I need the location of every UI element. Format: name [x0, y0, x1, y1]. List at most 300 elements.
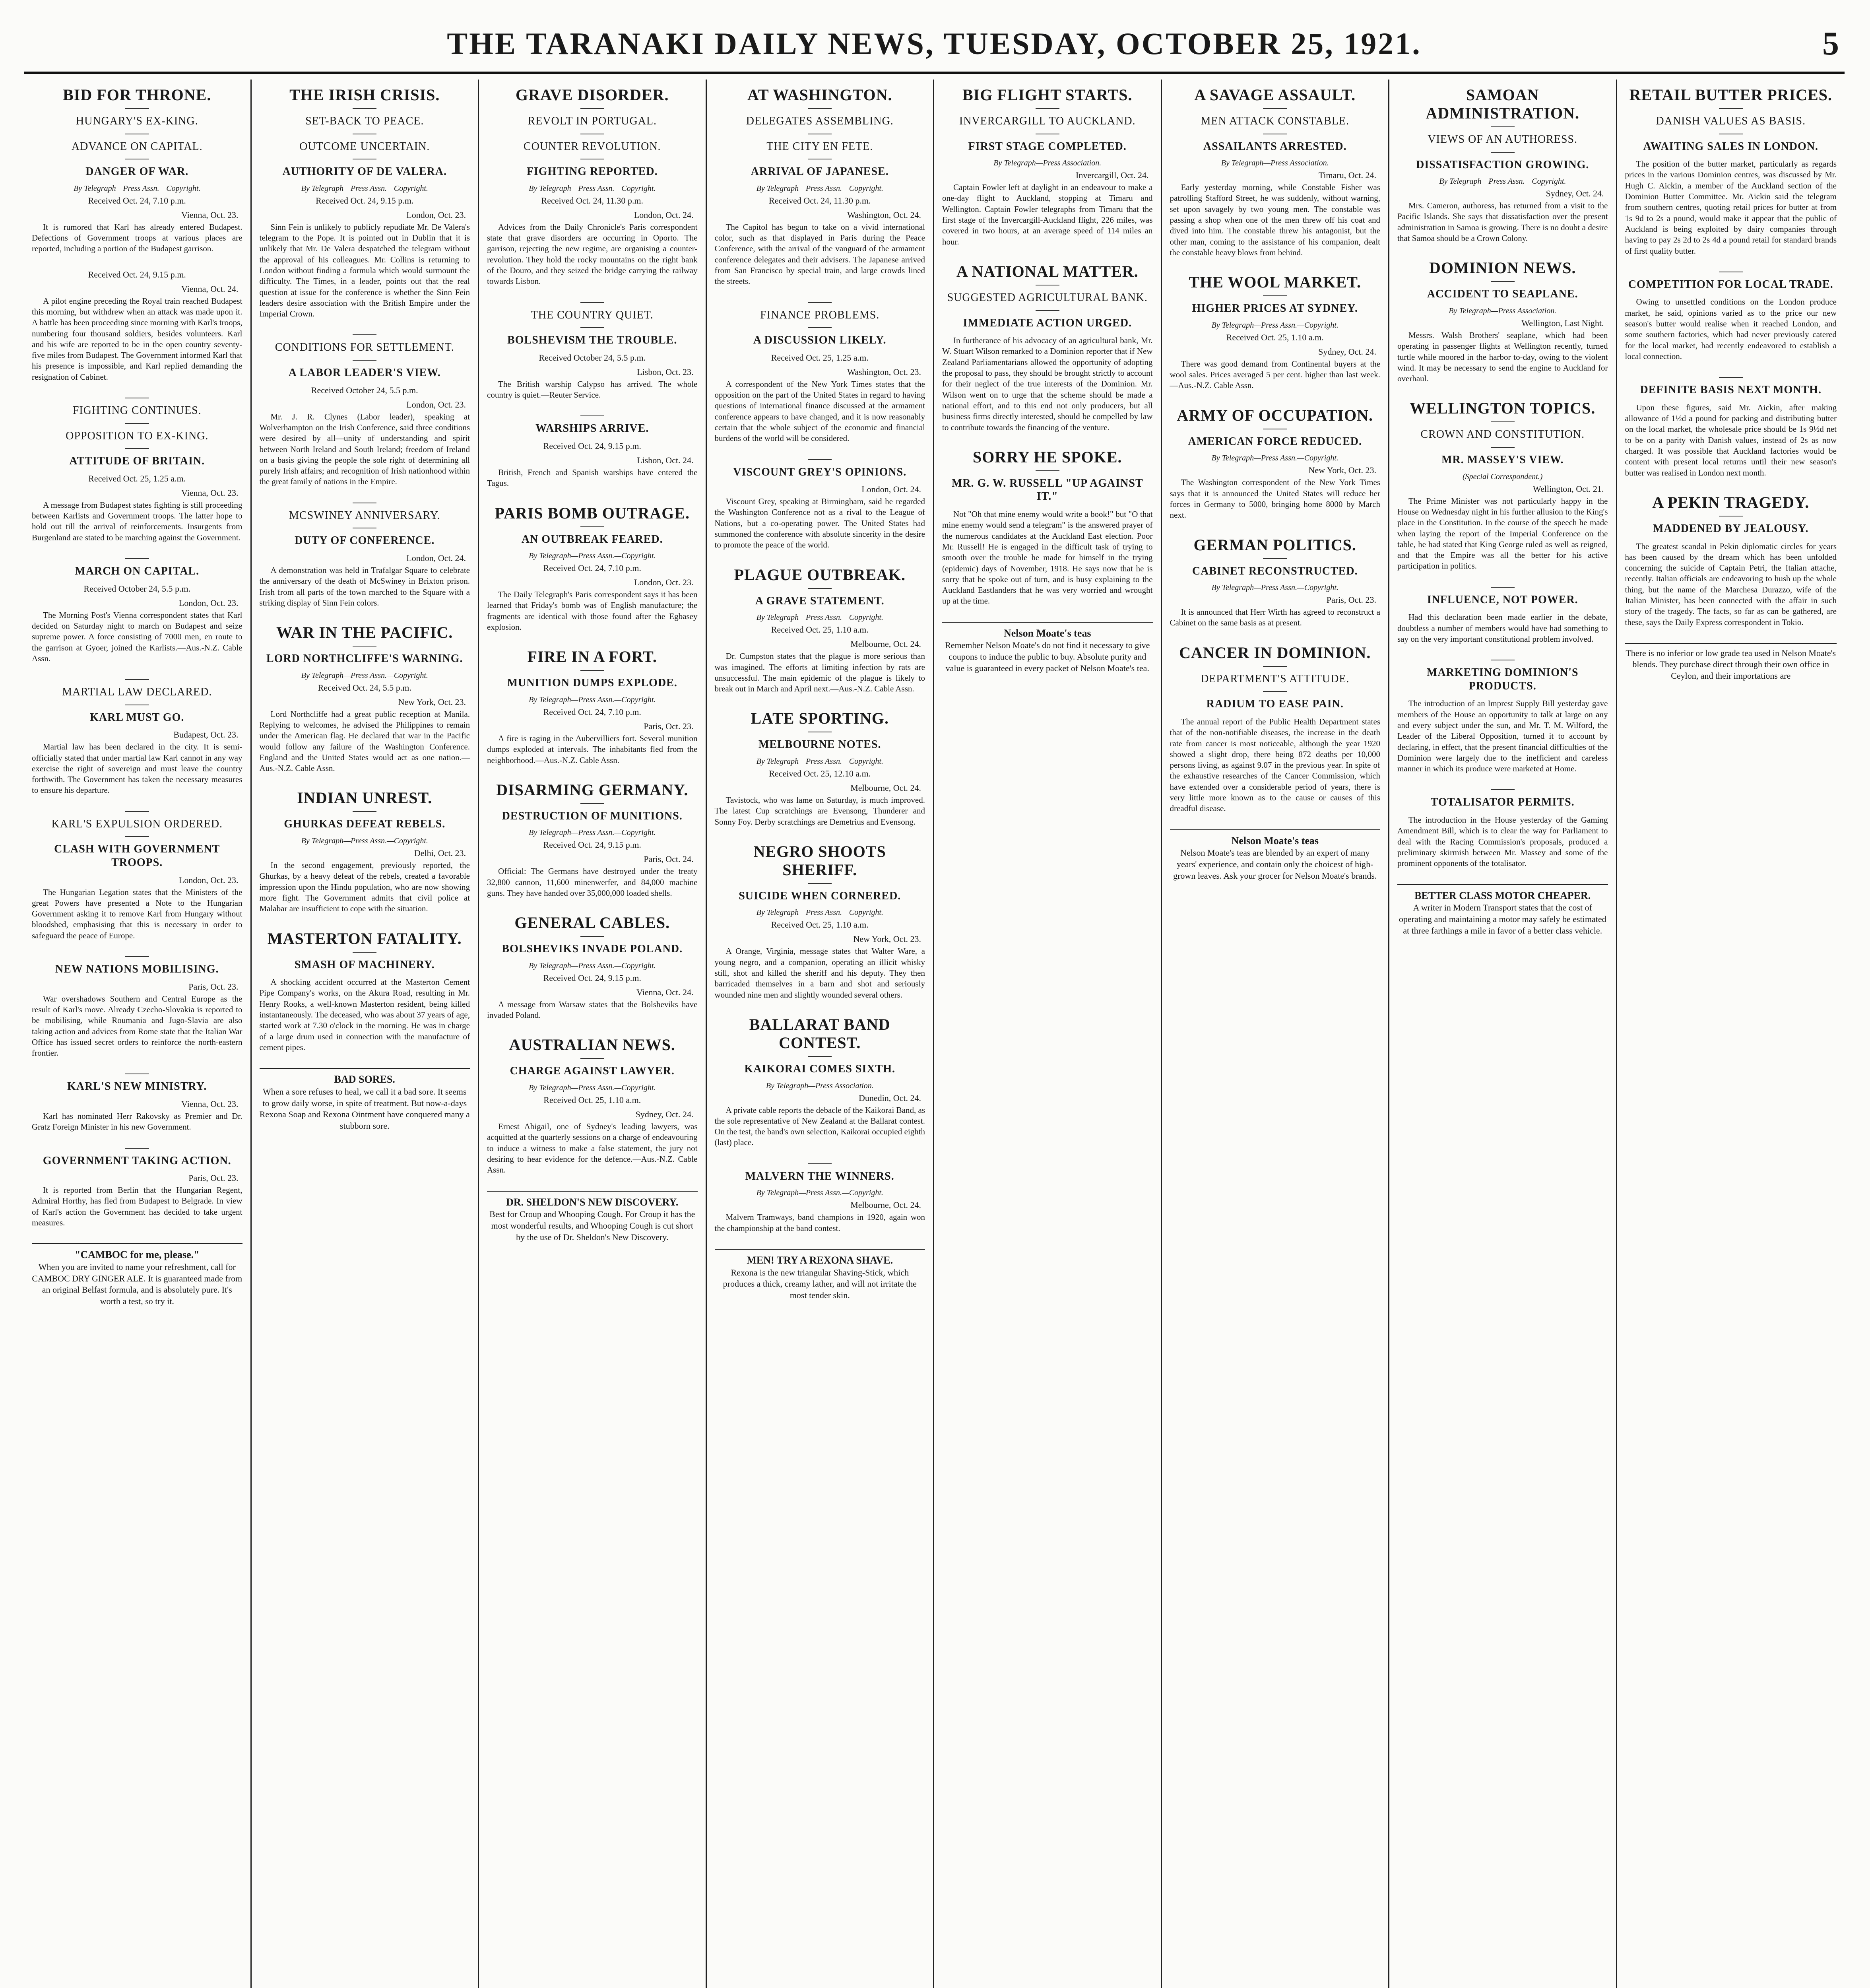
- article-byline: By Telegraph—Press Assn.—Copyright.: [756, 908, 883, 917]
- article-body: Upon these figures, said Mr. Aickin, after making allowance of 1½d a pound for packing and distributing butter on the local market, the wholesale price should be 1s 9½d net to be on a parity with Danish values, instead of 2s as now charged. It was possible that Auckland factories would be content with present local returns until their new season's butter was realised in London next month.: [1625, 402, 1837, 478]
- article-headline: RETAIL BUTTER PRICES.: [1629, 86, 1832, 104]
- article-body: Dr. Cumpston states that the plague is more serious than was imagined. The efforts at limiting infection by rats are unsuccessful. The main epidemic of the plague is likely to break out in March and April next.—Aus.-N.Z. Cable Assn.: [714, 651, 925, 694]
- article: [1625, 86, 1837, 256]
- article-subheading: CONDITIONS FOR SETTLEMENT.: [275, 341, 454, 354]
- article-subheading: KARL'S EXPULSION ORDERED.: [51, 817, 223, 830]
- article-headline: DOMINION NEWS.: [1429, 259, 1576, 277]
- article: [1170, 536, 1381, 629]
- received-time: Received Oct. 24, 5.5 p.m.: [318, 682, 411, 693]
- article-subheading: MUNITION DUMPS EXPLODE.: [507, 677, 677, 689]
- divider: [125, 1148, 149, 1149]
- article-subheading: MADDENED BY JEALOUSY.: [1653, 522, 1809, 535]
- article-body: Mrs. Cameron, authoress, has returned from a visit to the Pacific Islands. She says that dissatisfaction over the present administration in Samoa is growing. There is no doubt a desire that Samoa should be a Crown Colony.: [1397, 201, 1608, 243]
- divider: [1036, 470, 1059, 471]
- article-subheading: RADIUM TO EASE PAIN.: [1206, 698, 1344, 711]
- divider: [1491, 126, 1515, 127]
- article-body: A correspondent of the New York Times states that the opposition on the part of the United States in regard to having questions of international finance discussed at the armament conference appears to have changed, and it is now reasonably certain that the whole subject of the economic and financial burdens of the world will be considered.: [714, 379, 925, 443]
- article-subheading: ASSAILANTS ARRESTED.: [1203, 140, 1347, 153]
- received-time: Received Oct. 24, 9.15 p.m.: [543, 973, 641, 983]
- article-subheading: SET-BACK TO PEACE.: [305, 115, 424, 127]
- article: [487, 648, 698, 765]
- divider: [808, 302, 832, 303]
- article-body: Mr. J. R. Clynes (Labor leader), speaking at Wolverhampton on the Irish Conference, said three conditions were desired by all—unity of understanding and spirit between North Ireland and South Ireland; freedom of Ireland on a basis giving the people the sole right of determining all purely Irish affairs; and recognition of Irish nationhood within the great family of nations in the Empire.: [259, 412, 470, 487]
- article: [1170, 273, 1381, 391]
- divider: [125, 836, 149, 837]
- article-subheading: A LABOR LEADER'S VIEW.: [288, 367, 441, 379]
- article: [487, 504, 698, 633]
- divider: [125, 558, 149, 559]
- columns: [24, 80, 1845, 1988]
- article-subheading: BOLSHEVIKS INVADE POLAND.: [502, 943, 683, 955]
- article: [260, 930, 470, 1053]
- article-body: A Orange, Virginia, message states that Walter Ware, a young negro, and a companion, operating an illicit whisky still, shot and killed the sheriff and his deputy. They then barricaded themselves in a barn and shot and seriously wounded nine men and slightly wounded several others.: [714, 946, 925, 1000]
- article: [942, 262, 1153, 433]
- article: [942, 86, 1153, 247]
- article-body: The Washington correspondent of the New York Times says that it is announced the United States will reduce her forces in Germany to 5000, bringing home 8000 by March next.: [1170, 478, 1380, 520]
- masthead-rule: [24, 72, 1845, 76]
- article: [32, 1074, 242, 1132]
- article: [715, 1015, 925, 1148]
- article-body: The British warship Calypso has arrived. The whole country is quiet.—Reuter Service.: [487, 379, 698, 400]
- article-body: Not "Oh that mine enemy would write a book!" but "O that mine enemy would send a telegram" is the answered prayer of the numerous candidates at the Auckland East election. Poor Mr. Russell! He is engaged in the difficult task of trying to smooth over the trouble he made for himself in the trying (epidemic) days of November, 1918. He says now that he is sorry that he spoke out of turn, and is busy explaining to the Auckland Eastlanders that he was very worried and wrought up at the time.: [942, 509, 1153, 606]
- article-body: Early yesterday morning, while Constable Fisher was patrolling Stafford Street, he was suddenly, without warning, set upon savagely by two young men. The constable was passing a shop when one of the men threw off his coat and dived into him. The constable threw his antagonist, but the other man, coming to the assistance of his companion, dealt the constable heavy blows from behind.: [1170, 182, 1380, 257]
- article: [260, 334, 470, 487]
- received-time: Received October 24, 5.5 p.m.: [311, 385, 418, 395]
- received-time: Received Oct. 24, 7.10 p.m.: [543, 707, 641, 717]
- article-headline: ARMY OF OCCUPATION.: [1177, 406, 1373, 424]
- article-subheading: DESTRUCTION OF MUNITIONS.: [502, 810, 683, 822]
- article-subheading: BOLSHEVISM THE TROUBLE.: [507, 334, 677, 347]
- article-subheading: MARKETING DOMINION'S PRODUCTS.: [1426, 666, 1579, 692]
- divider: [808, 588, 832, 589]
- advertisement-text: There is no inferior or low grade tea used in Nelson Moate's blends. They purchase direct through their own office in Ceylon, and their importations are: [1626, 648, 1836, 681]
- divider: [580, 327, 604, 328]
- article-dateline: New York, Oct. 23.: [398, 697, 466, 707]
- article-body: It is reported from Berlin that the Hungarian Regent, Admiral Horthy, has fled from Budapest to Belgrade. In view of Karl's action the Government has decided to take urgent measures.: [32, 1185, 242, 1228]
- article: [487, 86, 698, 287]
- divider: [808, 1056, 832, 1057]
- article-subheading: MELBOURNE NOTES.: [758, 738, 881, 751]
- divider: [808, 459, 832, 460]
- article-subheading: SUICIDE WHEN CORNERED.: [739, 889, 901, 902]
- article-subheading: KAIKORAI COMES SIXTH.: [744, 1062, 896, 1075]
- article-body: Captain Fowler left at daylight in an endeavour to make a one-day flight to Auckland, stopping at Timaru and Wellington. Captain Fowler telegraphs from Timaru that the first stage of the Invercargill-Auckland flight, 226 miles, was covered in two hours, at an average speed of 114 miles an hour.: [942, 182, 1153, 247]
- article-dateline: London, Oct. 24.: [861, 484, 921, 495]
- article-subheading: KARL'S NEW MINISTRY.: [67, 1080, 207, 1093]
- article-dateline: Vienna, Oct. 24.: [636, 987, 694, 997]
- article: [1397, 86, 1608, 244]
- advertisement-title: MEN! TRY A REXONA SHAVE.: [747, 1254, 893, 1266]
- article: [32, 558, 242, 664]
- article-body: Tavistock, who was lame on Saturday, is much improved. The latest Cup scratchings are Evensong, Thunderer and Sonny Foy. Derby scratchings are Demetrius and Evensong.: [714, 795, 925, 827]
- divider: [580, 670, 604, 671]
- article-byline: By Telegraph—Press Assn.—Copyright.: [756, 757, 883, 766]
- article: [1625, 377, 1837, 478]
- article-dateline: London, Oct. 23.: [406, 210, 466, 220]
- article-dateline: Lisbon, Oct. 23.: [637, 367, 694, 377]
- article-body: A pilot engine preceding the Royal train reached Budapest this morning, but withdrew when an attack was made upon it. A battle has been proceeding since morning with Karl's troops, numbering four thousand soldiers, besides volunteers. Karl and his wife are reported to be in the open country seventy-five miles from Budapest. The Government informed Karl that his presence is impossible, and Karl replied demanding the resignation of Cabinet.: [32, 296, 242, 382]
- article-subheading: DISSATISFACTION GROWING.: [1416, 158, 1589, 171]
- divider: [1491, 281, 1515, 282]
- divider: [353, 360, 376, 361]
- received-time: Received Oct. 25, 1.25 a.m.: [88, 473, 186, 483]
- article: [487, 415, 698, 489]
- advertisement-text: Best for Croup and Whooping Cough. For Croup it has the most wonderful results, and Whooping Cough is cut short by the use of Dr. Sheldon's New Discovery.: [489, 1209, 695, 1242]
- article-headline: MASTERTON FATALITY.: [267, 929, 462, 947]
- divider: [580, 108, 604, 109]
- divider: [1263, 691, 1287, 692]
- article-byline: By Telegraph—Press Assn.—Copyright.: [74, 184, 201, 193]
- advertisement: [1170, 829, 1381, 882]
- article-subheading: CLASH WITH GOVERNMENT TROOPS.: [54, 843, 220, 869]
- article: [260, 503, 470, 608]
- article-body: A message from Budapest states fighting is still proceeding between Karlists and Government troops. The latter hope to hold out till the arrival of reinforcements. Insurgents from Burgenland are stated to be marching against the Government.: [32, 500, 242, 542]
- article-body: The Morning Post's Vienna correspondent states that Karl decided on Saturday night to march on Budapest and seize supreme power. A force consisting of 7000 men, en route to the garrison at Gyoer, joined the Karlists.—Aus.-N.Z. Cable Assn.: [32, 610, 242, 663]
- article-byline: By Telegraph—Press Association.: [1221, 159, 1329, 168]
- divider: [1491, 789, 1515, 790]
- article-subheading: FIGHTING REPORTED.: [526, 165, 658, 178]
- advertisement-text: Nelson Moate's teas are blended by an expert of many years' experience, and contain only the choicest of high-grown leaves. Ask your grocer for Nelson Moate's brands.: [1173, 848, 1377, 881]
- advertisement-title: Nelson Moate's teas: [1231, 835, 1319, 846]
- received-time: Received Oct. 25, 1.10 a.m.: [771, 920, 869, 930]
- article-dateline: London, Oct. 24.: [634, 210, 694, 220]
- article-headline: SORRY HE SPOKE.: [972, 448, 1122, 466]
- article-body: A private cable reports the debacle of the Kaikorai Band, as the sole representative of New Zealand at the Ballarat contest. On the test, the band's own selection, Kaikorai occupied eighth (last) place.: [714, 1105, 925, 1147]
- article-body: In the second engagement, previously reported, the Ghurkas, by a heavy defeat of the rebels, created a favorable impression upon the Hindu population, who are now showing more fight. The Government admits that civil police at Malabar are insufficient to cope with the situation.: [259, 860, 470, 914]
- article-headline: THE IRISH CRISIS.: [289, 86, 440, 104]
- article-subheading: VIEWS OF AN AUTHORESS.: [1428, 133, 1578, 146]
- article: [32, 86, 242, 254]
- article-dateline: Paris, Oct. 23.: [644, 721, 694, 731]
- article-dateline: Sydney, Oct. 24.: [1546, 188, 1604, 199]
- article: [487, 781, 698, 899]
- column-4: [707, 80, 935, 1988]
- article: [32, 956, 242, 1058]
- received-time: Received Oct. 25, 1.10 a.m.: [771, 625, 869, 635]
- article-body: The introduction of an Imprest Supply Bill yesterday gave members of the House an opportunity to talk at large on any and every subject under the sun, and Mr. T. M. Wilford, the Leader of the Liberal Opposition, turned it to account by declaring, in effect, that the present financial difficulties of the Dominion were largely due to the inefficient and careless manner in which its produce were marketed at Home.: [1397, 699, 1608, 774]
- article-byline: By Telegraph—Press Assn.—Copyright.: [1211, 583, 1338, 592]
- advertisement: [260, 1068, 470, 1132]
- article-body: It is rumored that Karl has already entered Budapest. Defections of Government troops at various places are reported, including a portion of the Budapest garrison.: [32, 222, 242, 254]
- column-5: [934, 80, 1162, 1988]
- divider: [353, 334, 376, 335]
- article-byline: By Telegraph—Press Association.: [993, 159, 1102, 168]
- article-byline: By Telegraph—Press Assn.—Copyright.: [756, 613, 883, 622]
- article-headline: FIRE IN A FORT.: [527, 648, 657, 666]
- article: [942, 448, 1153, 607]
- divider: [1036, 108, 1059, 109]
- article-subheading: SUGGESTED AGRICULTURAL BANK.: [947, 291, 1148, 304]
- article-subheading: A DISCUSSION LIKELY.: [753, 334, 887, 347]
- article-subheading: COMPETITION FOR LOCAL TRADE.: [1628, 278, 1833, 291]
- article-dateline: Washington, Oct. 24.: [847, 210, 921, 220]
- column-7: [1389, 80, 1617, 1988]
- article-subheading: DELEGATES ASSEMBLING.: [746, 115, 894, 127]
- article: [32, 398, 242, 543]
- article: [1397, 399, 1608, 571]
- divider: [1719, 108, 1743, 109]
- article-body: The Prime Minister was not particularly happy in the House on Wednesday night in his further allusion to the King's place in the Constitution. In the course of the speech he made when laying the report of the Imperial Conference on the table, he had stated that King George ruled as well as reigned, and that the Empire was all the better for his active participation in politics.: [1397, 496, 1608, 571]
- article-byline: By Telegraph—Press Assn.—Copyright.: [529, 1083, 656, 1093]
- article-body: The Hungarian Legation states that the Ministers of the great Powers have presented a Note to the Hungarian Government asking it to remove Karl from Hungary without bloodshed, emphasising that this is necessary in order to safeguard the peace of Europe.: [32, 887, 242, 940]
- divider: [125, 956, 149, 957]
- article-body: Advices from the Daily Chronicle's Paris correspondent state that grave disorders are occurring in Oporto. The garrison, rejecting the new regime, are organising a counter-revolution. They hold the rocky mountains on the right bank of the Douro, and they seized the bridge carrying the railway towards Lisbon.: [487, 222, 698, 286]
- article-dateline: Washington, Oct. 23.: [847, 367, 921, 377]
- article: [487, 914, 698, 1021]
- divider: [1036, 310, 1059, 311]
- article: [32, 270, 242, 382]
- article-subheading: A GRAVE STATEMENT.: [755, 594, 885, 607]
- advertisement-text: Remember Nelson Moate's do not find it necessary to give coupons to induce the public to buy. Absolute purity and value is guaranteed in every packet of Nelson Moate's tea.: [945, 640, 1150, 673]
- advertisement-title: BAD SORES.: [334, 1074, 395, 1085]
- article: [1625, 493, 1837, 628]
- advertisement: [942, 622, 1153, 674]
- article: [715, 1163, 925, 1234]
- divider: [125, 108, 149, 109]
- article: [32, 1148, 242, 1229]
- divider: [580, 803, 604, 804]
- article: [1625, 272, 1837, 362]
- received-time: Received Oct. 24, 9.15 p.m.: [316, 195, 414, 206]
- article-dateline: Vienna, Oct. 24.: [181, 283, 239, 294]
- advertisement-text: When you are invited to name your refreshment, call for CAMBOC DRY GINGER ALE. It is guaranteed made from an original Belfast formula, and is absolutely pure. It's worth a test, so try it.: [32, 1262, 242, 1306]
- article-body: Official: The Germans have destroyed under the treaty 32,800 cannon, 11,600 minenwerfer, and 84,000 machine guns. They have handed over 35,000,000 loaded shells.: [487, 866, 698, 898]
- advertisement-title: DR. SHELDON'S NEW DISCOVERY.: [506, 1196, 679, 1208]
- article-subheading: DANGER OF WAR.: [85, 165, 189, 178]
- article-headline: NEGRO SHOOTS SHERIFF.: [753, 842, 886, 879]
- article-headline: GRAVE DISORDER.: [516, 86, 669, 104]
- article-subheading: CROWN AND CONSTITUTION.: [1420, 428, 1585, 441]
- divider: [808, 1163, 832, 1164]
- received-time: Received Oct. 24, 9.15 p.m.: [88, 269, 186, 280]
- advertisement: [715, 1249, 925, 1301]
- divider: [125, 448, 149, 449]
- article-body: The Daily Telegraph's Paris correspondent says it has been learned that Friday's bomb was of English manufacture; the fragments are identical with those found after the Egbasey explosion.: [487, 590, 698, 632]
- divider: [808, 108, 832, 109]
- divider: [580, 936, 604, 937]
- article-body: There was good demand from Continental buyers at the wool sales. Prices averaged 5 per cent. higher than last week.—Aus.-N.Z. Cable Assn.: [1170, 359, 1380, 390]
- article-body: In furtherance of his advocacy of an agricultural bank, Mr. W. Stuart Wilson remarked to a Dominion reporter that if New Zealand Parliamentarians allowed the opportunity of adopting the proposal to pass, they should be brought strictly to account for their neglect of the true interests of the Dominion. Mr. Wilson went on to urge that the scheme should be made a national effort, and to this end not only producers, but all business firms directly interested, should be compelled by law to contribute towards the financing of the venture.: [942, 336, 1153, 432]
- article-subheading: MALVERN THE WINNERS.: [745, 1170, 894, 1182]
- advertisement-text: When a sore refuses to heal, we call it a bad sore. It seems to grow daily worse, in spite of treatment. But now-a-days Rexona Soap and Rexona Ointment have conquered many a stubborn sore.: [259, 1087, 470, 1131]
- article-subheading: MARCH ON CAPITAL.: [75, 565, 200, 578]
- article-dateline: London, Oct. 23.: [178, 598, 239, 608]
- article-body: Viscount Grey, speaking at Birmingham, said he regarded the Washington Conference not as a rival to the League of Nations, but a co-operating power. The United States had summoned the conference with absolute sincerity in the desire to promote the peace of the world.: [714, 497, 925, 550]
- column-2: [252, 80, 479, 1988]
- article-subheading: AN OUTBREAK FEARED.: [521, 533, 663, 546]
- article-subheading: HUNGARY'S EX-KING.: [76, 115, 198, 127]
- divider: [1719, 377, 1743, 378]
- received-time: Received Oct. 24, 7.10 p.m.: [88, 195, 186, 206]
- article-byline: By Telegraph—Press Assn.—Copyright.: [529, 695, 656, 704]
- received-time: Received Oct. 25, 1.10 a.m.: [543, 1095, 641, 1105]
- advertisement: [32, 1243, 242, 1307]
- article-subheading: WARSHIPS ARRIVE.: [535, 422, 649, 435]
- article-dateline: Melbourne, Oct. 24.: [850, 782, 921, 793]
- article-body: The Capitol has begun to take on a vivid international color, such as that displayed in Paris during the Peace Conference, with the arrival of the vanguard of the armament conference delegates and their advisers. The Japanese arrived from San Francisco by special train, and large crowds lined the streets.: [714, 222, 925, 286]
- article-subheading: THE CITY EN FETE.: [766, 140, 873, 153]
- article-body: The position of the butter market, particularly as regards prices in the various Dominion centres, was discussed by Mr. Hugh C. Aickin, a member of the Auckland section of the Dominion Butter Committee. Mr. Aickin said the telegram from southern centres, quoting retail prices for butter at from 1s 9d to 2s a pound, would make it appear that the public of Auckland is being exploited by dairy companies through having to pay 2s 2d to 2s 4d a pound retail for standard brands of first quality butter.: [1625, 159, 1837, 256]
- article: [1397, 789, 1608, 869]
- article-headline: PLAGUE OUTBREAK.: [734, 565, 906, 584]
- article: [487, 302, 698, 401]
- article-byline: By Telegraph—Press Assn.—Copyright.: [1211, 320, 1338, 330]
- newspaper-title: THE TARANAKI DAILY NEWS, TUESDAY, OCTOBER 25, 1921.: [447, 26, 1422, 61]
- article-subheading: DUTY OF CONFERENCE.: [295, 534, 435, 547]
- received-time: Received Oct. 24, 11.30 p.m.: [541, 195, 643, 206]
- article-body: Sinn Fein is unlikely to publicly repudiate Mr. De Valera's telegram to the Pope. It is pointed out in Dublin that it is unlikely that Mr. De Valera despatched the telegram without the approval of his colleagues. Mr. Collins is returning to London without finding a formula which would surmount the difficulty. The Times, in a leader, points out that the real question at issue for the conference is whether the Sinn Fein leaders desire association with the British Empire under the Imperial Crown.: [259, 222, 470, 319]
- article: [715, 709, 925, 827]
- article: [32, 811, 242, 941]
- article-subheading: CABINET RECONSTRUCTED.: [1192, 565, 1358, 577]
- article-dateline: Paris, Oct. 23.: [188, 1173, 239, 1183]
- article-body: The introduction in the House yesterday of the Gaming Amendment Bill, which is to clear the way for Parliament to deal with the Racing Commission's proposals, produced a preliminary skirmish between Mr. Massey and some of the prominent opponents of the totalisator.: [1397, 815, 1608, 868]
- divider: [1263, 558, 1287, 559]
- article-byline: By Telegraph—Press Assn.—Copyright.: [529, 184, 656, 193]
- article-subheading: MR. MASSEY'S VIEW.: [1441, 454, 1564, 466]
- article-headline: BIG FLIGHT STARTS.: [962, 86, 1133, 104]
- article-headline: LATE SPORTING.: [751, 709, 889, 728]
- article-byline: By Telegraph—Press Assn.—Copyright.: [756, 1188, 883, 1198]
- advertisement-title: BETTER CLASS MOTOR CHEAPER.: [1414, 889, 1591, 901]
- article-subheading: IMMEDIATE ACTION URGED.: [963, 316, 1132, 329]
- article-subheading: GHURKAS DEFEAT REBELS.: [284, 818, 446, 831]
- article-dateline: Paris, Oct. 23.: [1326, 595, 1376, 605]
- article-dateline: Vienna, Oct. 23.: [181, 210, 239, 220]
- divider: [1491, 152, 1515, 153]
- article-byline: By Telegraph—Press Assn.—Copyright.: [301, 837, 428, 846]
- received-time: Received Oct. 25, 1.25 a.m.: [771, 352, 869, 363]
- article-dateline: Wellington, Oct. 21.: [1533, 483, 1604, 494]
- article-dateline: London, Oct. 24.: [406, 553, 466, 563]
- article-body: The greatest scandal in Pekin diplomatic circles for years has been caused by the dream which has been unfolded concerning the suicide of Captain Petri, the Italian attache, recently. Italian officials are endeavoring to hush up the whole thing, but the name of the Marchesa Durazzo, wife of the Italian Minister, has been connected with the affair in such story of the tragedy. The facts, so far as can be gathered, are these, says the Daily Express correspondent in Tokio.: [1625, 541, 1837, 627]
- article-dateline: Budapest, Oct. 23.: [173, 730, 239, 740]
- article-subheading: DEPARTMENT'S ATTITUDE.: [1201, 672, 1350, 685]
- article-dateline: New York, Oct. 23.: [1308, 465, 1376, 476]
- article: [1397, 259, 1608, 384]
- article: [1397, 660, 1608, 774]
- article-headline: INDIAN UNREST.: [297, 789, 433, 807]
- received-time: Received October 24, 5.5 p.m.: [83, 583, 191, 594]
- article-headline: BID FOR THRONE.: [63, 86, 211, 104]
- article-byline: By Telegraph—Press Assn.—Copyright.: [1211, 454, 1338, 463]
- column-1: [24, 80, 252, 1988]
- article-body: Messrs. Walsh Brothers' seaplane, which had been operating in passenger flights at Wellington recently, turned turtle while moored in the harbor to-day, owing to the violent wind. It may be necessary to send the engine to Auckland for overhaul.: [1397, 330, 1608, 384]
- article: [260, 789, 470, 914]
- article-dateline: London, Oct. 23.: [178, 875, 239, 885]
- received-time: Received Oct. 25, 12.10 a.m.: [769, 768, 871, 779]
- article-subheading: OUTCOME UNCERTAIN.: [299, 140, 430, 153]
- received-time: Received Oct. 24, 7.10 p.m.: [543, 563, 641, 573]
- article-dateline: Vienna, Oct. 23.: [181, 487, 239, 498]
- article-body: A fire is raging in the Aubervilliers fort. Several munition dumps exploded at intervals. The inhabitants fled from the neighborhood.—Aus.-N.Z. Cable Assn.: [487, 733, 698, 765]
- article-body: Karl has nominated Herr Rakovsky as Premier and Dr. Gratz Foreign Minister in his new Government.: [32, 1111, 242, 1132]
- article-headline: A SAVAGE ASSAULT.: [1194, 86, 1356, 104]
- article-subheading: ATTITUDE OF BRITAIN.: [69, 455, 205, 468]
- divider: [1263, 666, 1287, 667]
- article-headline: DISARMING GERMANY.: [496, 780, 689, 799]
- article-dateline: Invercargill, Oct. 24.: [1076, 170, 1149, 181]
- article-headline: BALLARAT BAND CONTEST.: [749, 1015, 890, 1052]
- article: [1170, 86, 1381, 258]
- article-subheading: OPPOSITION TO EX-KING.: [66, 429, 209, 442]
- article-body: Martial law has been declared in the city. It is semi-officially stated that under martial law Karl cannot in any way exercise the right of sovereign and must leave the country forthwith. The Government has taken the necessary measures to ensure his departure.: [32, 742, 242, 795]
- masthead: [24, 22, 1845, 66]
- article-dateline: Paris, Oct. 24.: [644, 854, 694, 864]
- article-subheading: DEFINITE BASIS NEXT MONTH.: [1640, 384, 1822, 396]
- received-time: Received October 24, 5.5 p.m.: [539, 352, 646, 363]
- article-subheading: ACCIDENT TO SEAPLANE.: [1427, 288, 1578, 301]
- divider: [353, 952, 376, 953]
- divider: [808, 883, 832, 884]
- article-body: Owing to unsettled conditions on the London produce market, he said, opinions varied as to the price our new season's butter would realise when it reached London, and some southern factories, which had never previously catered for the local market, had recently endeavored to establish a local connection.: [1625, 297, 1837, 361]
- article-byline: (Special Correspondent.): [1463, 472, 1543, 481]
- article-body: War overshadows Southern and Central Europe as the result of Karl's move. Already Czecho-Slovakia is reported to be mobilising, while Roumania and Jugo-Slavia are also taking action and advices from Rome state that the Italian War Office has issued secret orders to reinforce the north-eastern frontier.: [32, 994, 242, 1058]
- article-subheading: TOTALISATOR PERMITS.: [1430, 796, 1575, 809]
- article-subheading: DANISH VALUES AS BASIS.: [1656, 115, 1806, 127]
- article-headline: AUSTRALIAN NEWS.: [509, 1036, 675, 1054]
- article-dateline: Paris, Oct. 23.: [188, 981, 239, 992]
- divider: [580, 415, 604, 416]
- divider: [125, 811, 149, 812]
- article-subheading: ARRIVAL OF JAPANESE.: [751, 165, 889, 178]
- article-subheading: LORD NORTHCLIFFE'S WARNING.: [266, 652, 463, 665]
- article-headline: A NATIONAL MATTER.: [956, 262, 1139, 280]
- article-dateline: Timaru, Oct. 24.: [1318, 170, 1376, 181]
- divider: [353, 811, 376, 812]
- article-subheading: MARTIAL LAW DECLARED.: [62, 686, 212, 699]
- article-subheading: AUTHORITY OF DE VALERA.: [282, 165, 447, 178]
- article: [1170, 406, 1381, 521]
- divider: [808, 327, 832, 328]
- article-headline: GENERAL CABLES.: [514, 914, 670, 932]
- advertisement-text: Rexona is the new triangular Shaving-Stick, which produces a thick, creamy lather, and will not irritate the most tender skin.: [723, 1267, 917, 1300]
- article-body: The annual report of the Public Health Department states that of the non-notifiable diseases, the increase in the death rate from cancer is most noticeable, although the year 1920 showed a slight drop, there being 872 deaths per 10,000 persons living, as against 9.07 in the previous year. In spite of the exhaustive researches of the Cancer Commission, which have extended over a considerable period of years, there is very little more known as to the cause or causes of this dreadful disease.: [1170, 716, 1380, 813]
- divider: [1263, 108, 1287, 109]
- article-subheading: FINANCE PROBLEMS.: [760, 309, 880, 321]
- received-time: Received Oct. 24, 9.15 p.m.: [543, 840, 641, 850]
- article-byline: By Telegraph—Press Assn.—Copyright.: [301, 671, 428, 680]
- article-headline: PARIS BOMB OUTRAGE.: [495, 504, 690, 522]
- article-body: Had this declaration been made earlier in the debate, doubtless a number of members would have had something to say on the very important constitutional problem involved.: [1397, 612, 1608, 644]
- article-dateline: Dunedin, Oct. 24.: [858, 1093, 921, 1103]
- article-dateline: Sydney, Oct. 24.: [635, 1109, 694, 1120]
- article: [715, 86, 925, 287]
- article-headline: A PEKIN TRAGEDY.: [1652, 493, 1810, 511]
- article-body: It is announced that Herr Wirth has agreed to reconstruct a Cabinet on the same basis as at present.: [1170, 607, 1380, 628]
- article-subheading: MCSWINEY ANNIVERSARY.: [289, 509, 440, 522]
- divider: [353, 108, 376, 109]
- article-byline: By Telegraph—Press Assn.—Copyright.: [529, 828, 656, 837]
- divider: [1491, 447, 1515, 448]
- article-body: A demonstration was held in Trafalgar Square to celebrate the anniversary of the death of McSwiney in Brixton prison. Irish from all parts of the town marched to the Square with a striking display of Sinn Fein colors.: [259, 565, 470, 608]
- article-subheading: NEW NATIONS MOBILISING.: [55, 963, 219, 976]
- article-dateline: New York, Oct. 23.: [853, 934, 921, 944]
- advertisement-title: "CAMBOC for me, please.": [74, 1249, 200, 1261]
- received-time: Received Oct. 25, 1.10 a.m.: [1226, 332, 1324, 342]
- received-time: Received Oct. 24, 11.30 p.m.: [769, 195, 871, 206]
- article-subheading: MEN ATTACK CONSTABLE.: [1201, 115, 1350, 127]
- article: [715, 302, 925, 444]
- article-subheading: COUNTER REVOLUTION.: [523, 140, 661, 153]
- article-subheading: KARL MUST GO.: [90, 711, 184, 724]
- article-subheading: AWAITING SALES IN LONDON.: [1643, 140, 1818, 153]
- article-byline: By Telegraph—Press Assn.—Copyright.: [529, 551, 656, 561]
- divider: [1491, 421, 1515, 422]
- column-6: [1162, 80, 1390, 1988]
- divider: [580, 526, 604, 527]
- article: [715, 843, 925, 1000]
